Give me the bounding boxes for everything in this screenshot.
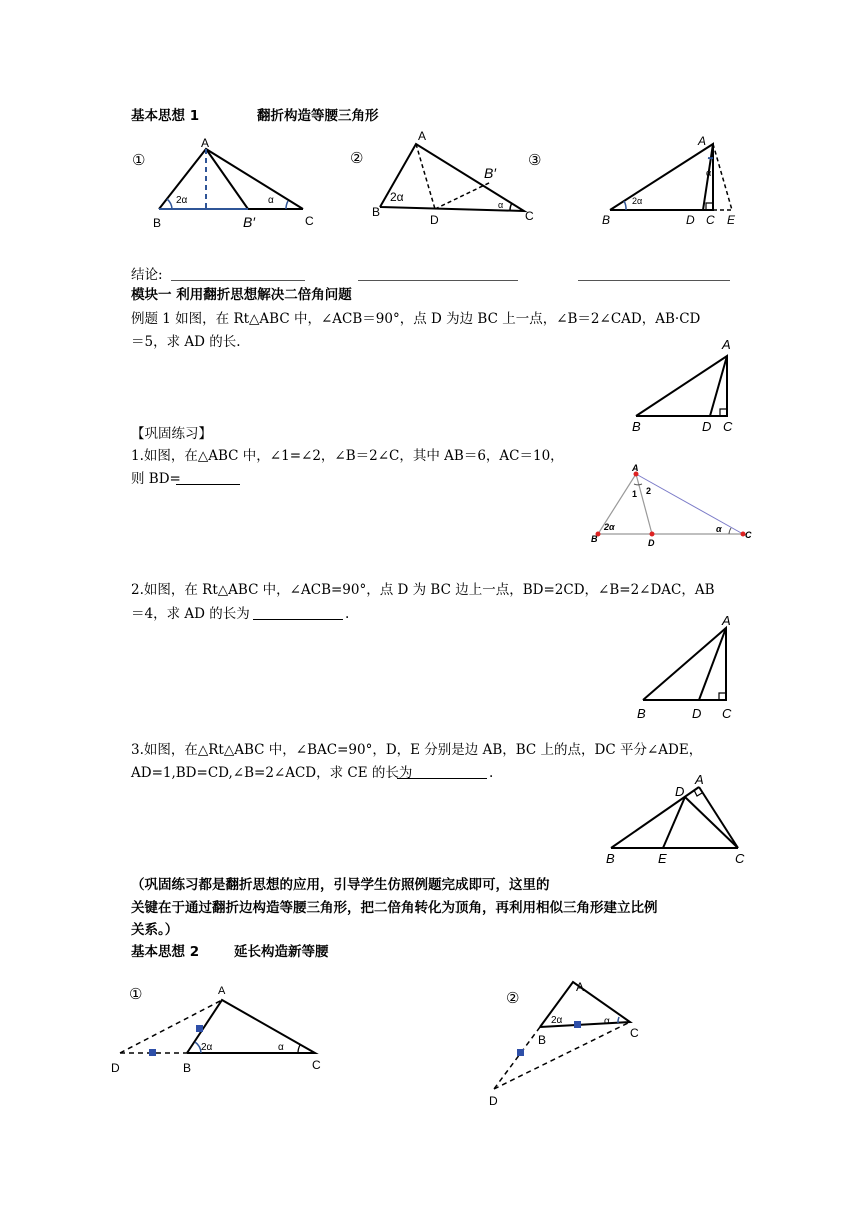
label-B: B bbox=[538, 1033, 547, 1047]
label-C: C bbox=[305, 214, 314, 228]
conclusion-blank-2[interactable] bbox=[358, 266, 518, 281]
label-D: D bbox=[489, 1094, 498, 1108]
label-A: A bbox=[722, 613, 731, 628]
label-C: C bbox=[630, 1026, 639, 1040]
q1-answer-blank[interactable] bbox=[176, 470, 240, 485]
module1-title: 模块一 利用翻折思想解决二倍角问题 bbox=[131, 287, 352, 303]
label-a: α bbox=[268, 195, 274, 206]
label-A: A bbox=[418, 129, 427, 143]
label-E: E bbox=[727, 213, 736, 227]
label-D: D bbox=[111, 1061, 120, 1075]
label-a: α bbox=[716, 524, 722, 534]
label-A: A bbox=[632, 463, 639, 473]
figure-fold-1 bbox=[150, 135, 325, 235]
q3-line1: 3.如图，在△Rt△ABC 中，∠BAC=90°，D，E 分别是边 AB，BC 上的点，DC 平分∠ADE， bbox=[131, 742, 703, 758]
q2-period: . bbox=[345, 606, 350, 622]
label-2a: 2α bbox=[390, 190, 404, 204]
label-2a: 2α bbox=[201, 1042, 213, 1053]
label-2: 2 bbox=[646, 486, 652, 496]
label-D: D bbox=[430, 213, 439, 227]
label-C: C bbox=[525, 209, 534, 223]
q2-line1: 2.如图，在 Rt△ABC 中，∠ACB=90°，点 D 为 BC 边上一点，BD=2CD，∠B=2∠DAC，AB bbox=[131, 582, 715, 598]
section1-title: 基本思想 1 bbox=[131, 108, 200, 124]
label-B: B bbox=[183, 1061, 192, 1075]
label-B: B bbox=[632, 419, 641, 434]
q1-line2: 则 BD= bbox=[131, 471, 181, 487]
label-A: A bbox=[576, 980, 585, 994]
label-C: C bbox=[735, 851, 745, 866]
label-D: D bbox=[686, 213, 695, 227]
section2-subtitle: 延长构造新等腰 bbox=[234, 944, 329, 960]
figure-example1 bbox=[626, 334, 746, 436]
label-D: D bbox=[692, 706, 702, 721]
q3-answer-blank[interactable] bbox=[397, 764, 487, 779]
label-C: C bbox=[723, 419, 733, 434]
figure-fold-3 bbox=[600, 128, 750, 228]
label-2a: 2α bbox=[604, 522, 615, 532]
label-B: B bbox=[153, 216, 162, 230]
section1-subtitle: 翻折构造等腰三角形 bbox=[257, 108, 379, 124]
label-C: C bbox=[312, 1058, 321, 1072]
figure-marker-2: ② bbox=[350, 149, 364, 167]
figure-extend-1 bbox=[105, 980, 335, 1080]
figure-marker-s2-2: ② bbox=[506, 989, 520, 1007]
label-B: B bbox=[602, 213, 611, 227]
example1-line2: ＝5，求 AD 的长. bbox=[131, 334, 241, 350]
conclusion-blank-1[interactable] bbox=[171, 266, 305, 281]
figure-marker-3: ③ bbox=[528, 151, 542, 169]
note-line1: （巩固练习都是翻折思想的应用，引导学生仿照例题完成即可，这里的 bbox=[131, 877, 550, 893]
label-A: A bbox=[218, 985, 226, 997]
example1-line1: 例题 1 如图，在 Rt△ABC 中，∠ACB＝90°，点 D 为边 BC 上一点，∠B＝2∠CAD，AB·CD bbox=[131, 311, 701, 327]
label-2a: 2α bbox=[551, 1015, 563, 1026]
q1-line1: 1.如图，在△ABC 中，∠1=∠2，∠B＝2∠C，其中 AB＝6，AC＝10， bbox=[131, 448, 564, 464]
label-D: D bbox=[675, 784, 685, 799]
label-a: α bbox=[278, 1042, 284, 1053]
label-A: A bbox=[698, 134, 707, 148]
practice-heading: 【巩固练习】 bbox=[131, 426, 212, 442]
q2-line2: ＝4，求 AD 的长为 bbox=[131, 606, 250, 622]
figure-q3 bbox=[600, 770, 760, 866]
label-C: C bbox=[722, 706, 732, 721]
label-C: C bbox=[745, 530, 752, 540]
label-a: α bbox=[604, 1016, 610, 1027]
label-D: D bbox=[702, 419, 712, 434]
figure-marker-s2-1: ① bbox=[129, 985, 143, 1003]
conclusion-blank-3[interactable] bbox=[578, 266, 730, 281]
section2-title: 基本思想 2 bbox=[131, 944, 200, 960]
label-A: A bbox=[201, 136, 210, 150]
label-A: A bbox=[695, 772, 704, 787]
q3-line2: AD=1,BD=CD,∠B=2∠ACD，求 CE 的长为 bbox=[131, 765, 413, 781]
label-1: 1 bbox=[632, 489, 638, 499]
label-B-prime: B′ bbox=[243, 214, 255, 230]
label-B: B bbox=[372, 205, 381, 219]
note-line2: 关键在于通过翻折边构造等腰三角形，把二倍角转化为顶角，再利用相似三角形建立比例 bbox=[131, 900, 658, 916]
label-D: D bbox=[648, 538, 655, 548]
label-B: B bbox=[637, 706, 646, 721]
label-C: C bbox=[706, 213, 715, 227]
figure-q1 bbox=[588, 462, 758, 550]
label-2a: 2α bbox=[632, 196, 643, 206]
label-A: A bbox=[722, 337, 731, 352]
label-2a: 2α bbox=[176, 195, 188, 206]
label-a: α bbox=[498, 200, 504, 210]
note-line3: 关系。） bbox=[131, 922, 179, 938]
figure-q2 bbox=[630, 610, 745, 724]
label-B-prime: B′ bbox=[484, 165, 496, 181]
q3-period: . bbox=[489, 765, 494, 781]
label-B: B bbox=[591, 534, 598, 544]
label-a: α bbox=[706, 168, 712, 178]
figure-fold-2 bbox=[370, 128, 545, 228]
figure-extend-2 bbox=[480, 970, 650, 1110]
figure-marker-1: ① bbox=[132, 151, 146, 169]
conclusion-label: 结论: bbox=[131, 267, 163, 283]
q2-answer-blank[interactable] bbox=[253, 605, 343, 620]
label-B: B bbox=[606, 851, 615, 866]
label-E: E bbox=[658, 851, 667, 866]
